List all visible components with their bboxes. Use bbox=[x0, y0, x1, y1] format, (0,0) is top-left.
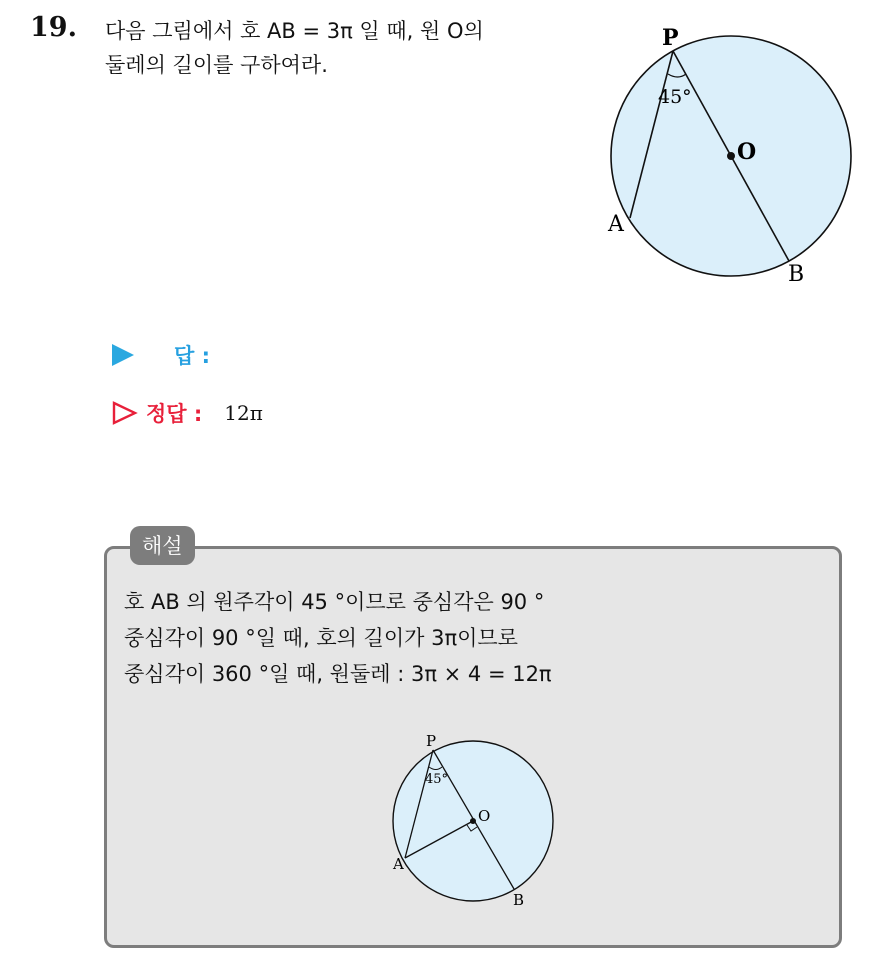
label-a: A bbox=[608, 212, 624, 237]
question-line-2: 둘레의 길이를 구하여라. bbox=[105, 53, 328, 77]
correct-value: 12π bbox=[224, 401, 263, 425]
explanation-line-2: 중심각이 90 °일 때, 호의 길이가 3π이므로 bbox=[124, 626, 518, 650]
outline-triangle-icon bbox=[112, 401, 138, 425]
explanation-tag: 해설 bbox=[130, 526, 195, 565]
small-center-dot bbox=[470, 818, 476, 824]
question-line-1: 다음 그림에서 호 AB = 3π 일 때, 원 O의 bbox=[105, 19, 484, 43]
small-label-o: O bbox=[478, 807, 491, 825]
answer-row bbox=[112, 340, 210, 370]
play-triangle-icon bbox=[112, 344, 134, 366]
small-label-angle-45: 45° bbox=[425, 772, 449, 787]
question-number: 19. bbox=[30, 12, 77, 43]
correct-label: 정답 : bbox=[146, 402, 203, 426]
correct-answer-row bbox=[112, 398, 263, 428]
center-dot bbox=[727, 152, 735, 160]
small-label-a: A bbox=[393, 855, 404, 873]
explanation-line-3: 중심각이 360 °일 때, 원둘레 : 3π × 4 = 12π bbox=[124, 662, 552, 686]
label-b: B bbox=[788, 262, 805, 287]
label-p: P bbox=[662, 25, 679, 51]
explanation-line-1: 호 AB 의 원주각이 45 °이므로 중심각은 90 ° bbox=[124, 590, 545, 614]
explanation-figure bbox=[385, 730, 570, 910]
label-o: O bbox=[737, 139, 757, 165]
explanation-text bbox=[124, 584, 552, 692]
answer-label: 답 : bbox=[174, 344, 210, 368]
question-text bbox=[105, 14, 484, 82]
small-label-p: P bbox=[426, 732, 437, 750]
circle-figure bbox=[600, 20, 860, 295]
label-angle-45: 45° bbox=[658, 86, 692, 108]
small-label-b: B bbox=[513, 891, 525, 909]
